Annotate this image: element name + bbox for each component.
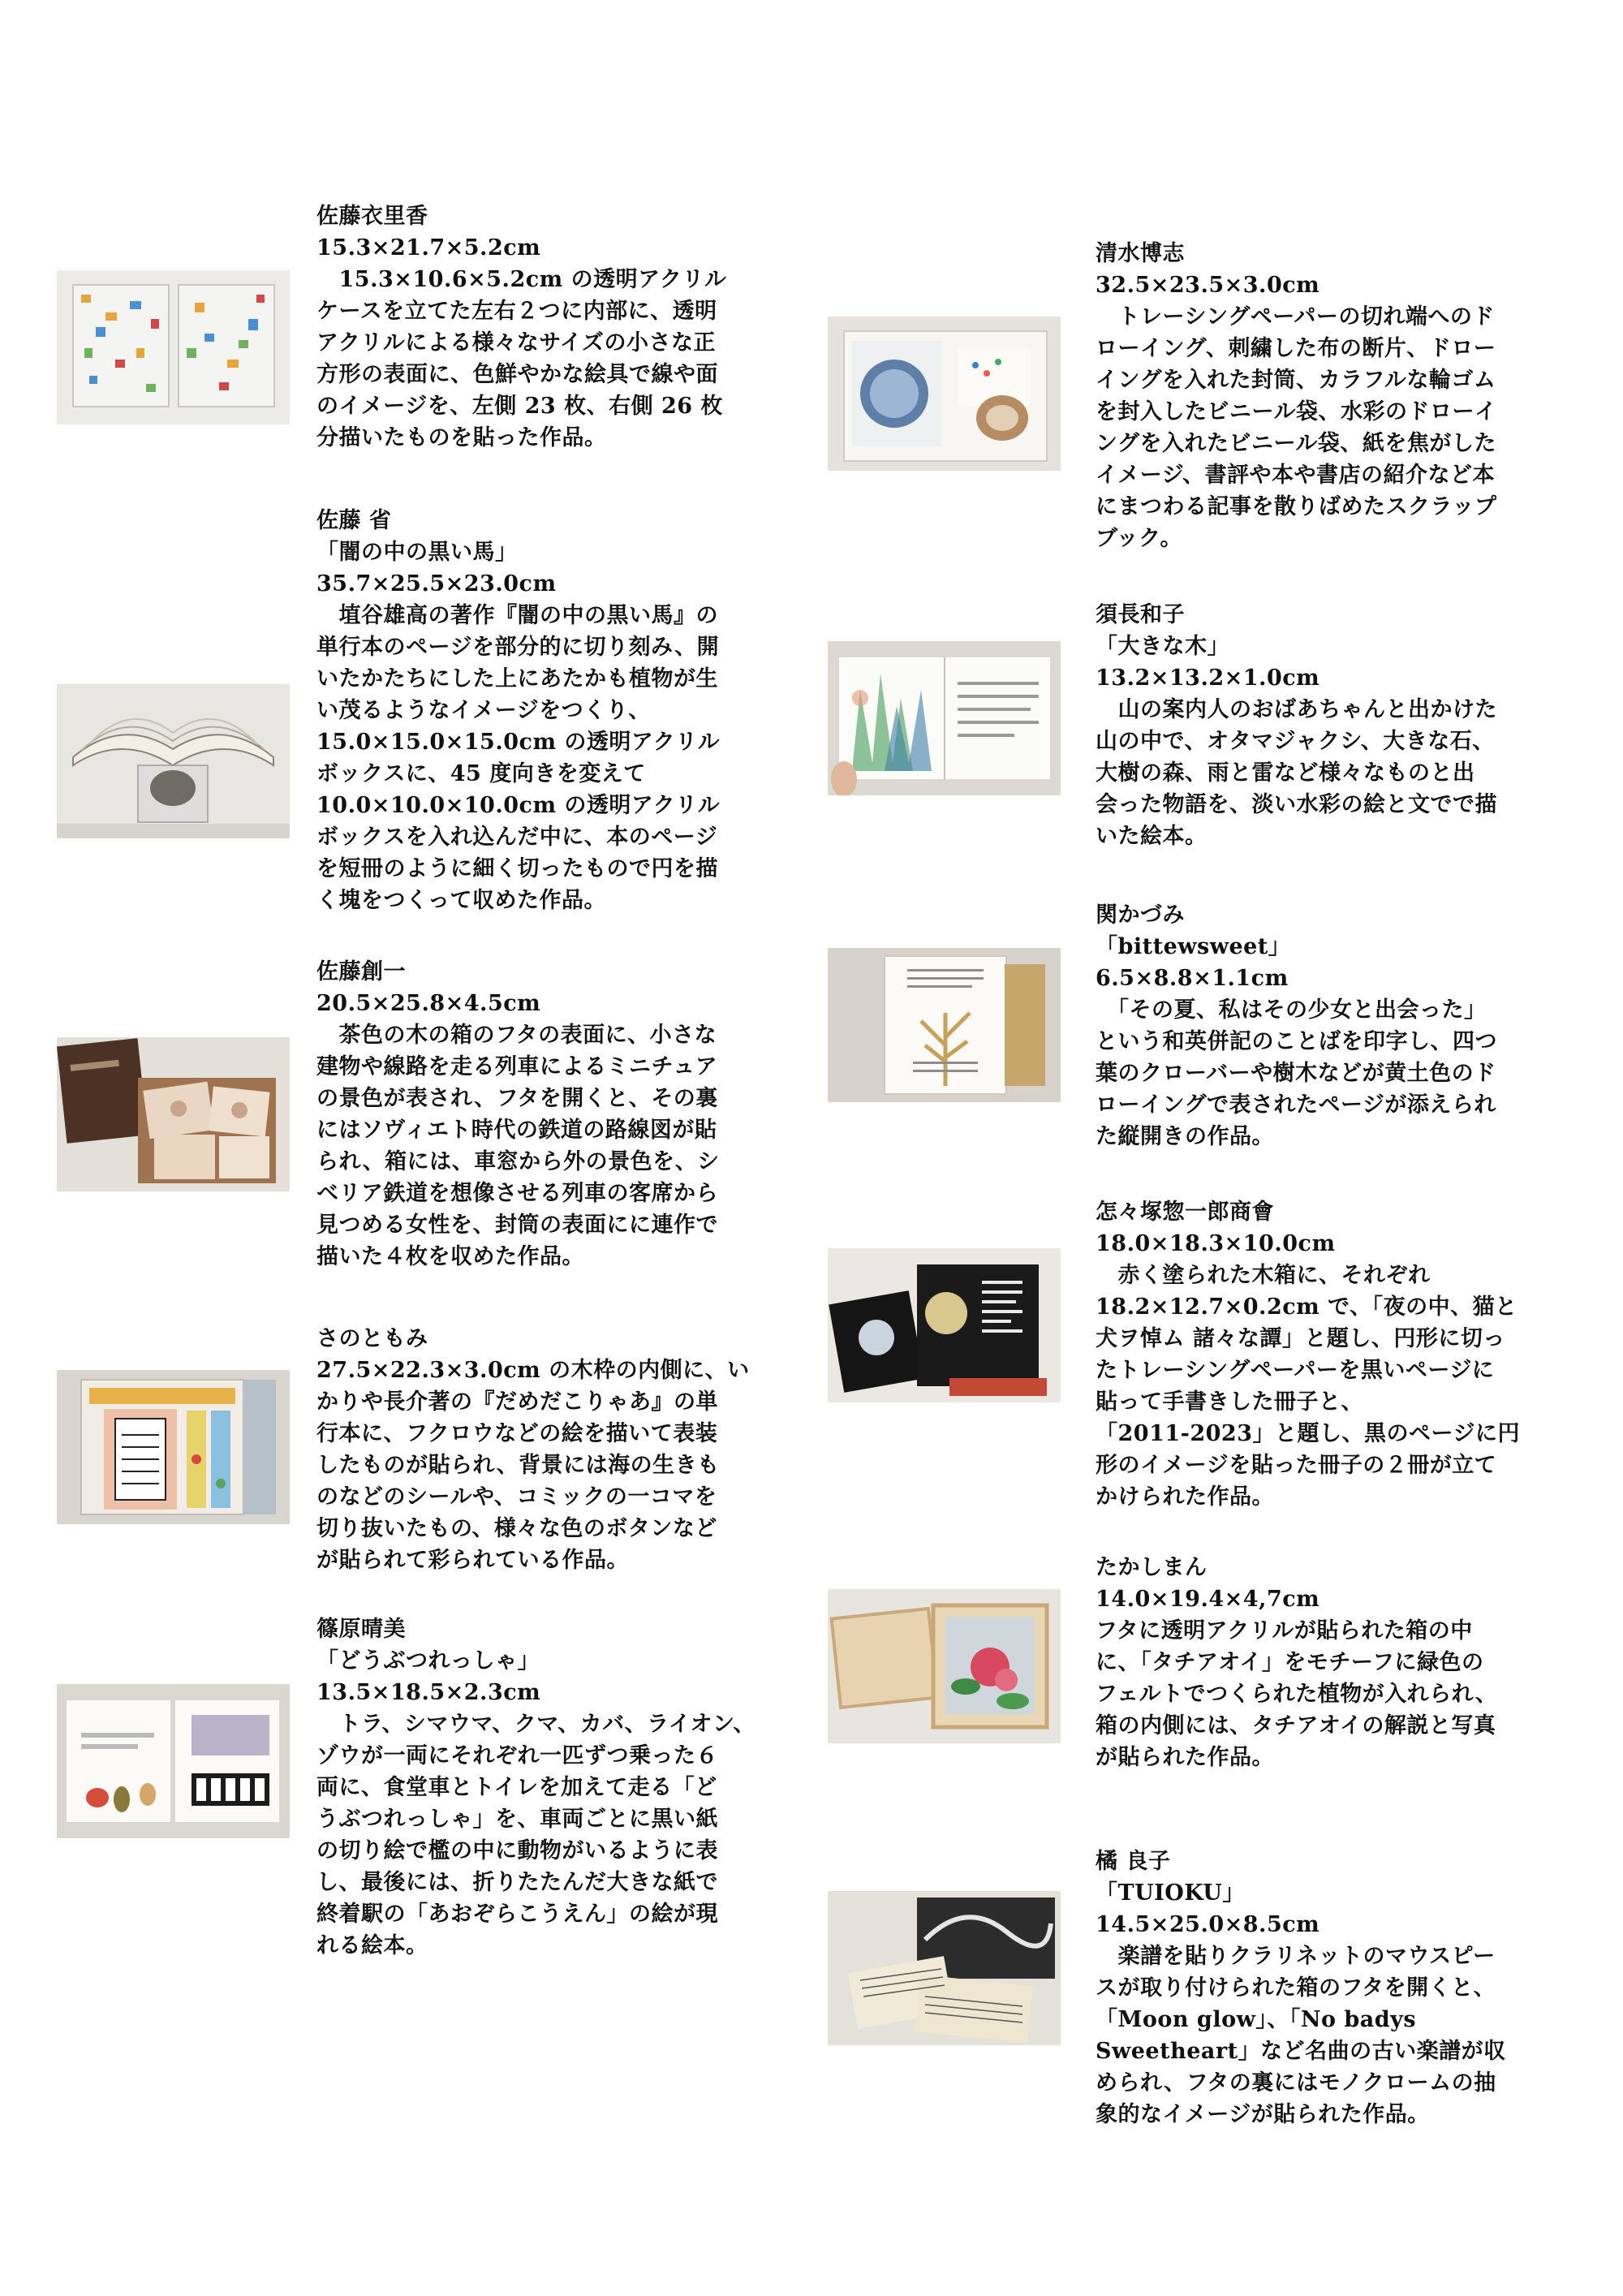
description-line: の景色が表され、フタを開くと、その裏 [316, 1086, 718, 1111]
artist-name: たかしまん [1096, 1555, 1208, 1580]
description-line: が貼られた作品。 [1096, 1745, 1274, 1770]
description-line: 山の案内人のおばあちゃんと出かけた [1096, 697, 1497, 722]
artwork-entry [812, 0, 1623, 2191]
artwork-size: 13.2×13.2×1.0cm [1096, 666, 1320, 691]
description-line: 会った物語を、淡い水彩の絵と文でで描 [1096, 792, 1497, 817]
description-line: 描いた４枚を収めた作品。 [316, 1244, 584, 1269]
description-line: 楽譜を貼りクラリネットのマウスピー [1096, 1944, 1496, 1969]
description-line: フタに透明アクリルが貼られた箱の中 [1096, 1618, 1473, 1643]
description-line: められ、フタの裏にはモノクロームの抽 [1096, 2070, 1496, 2096]
description-line: ローイング、刺繍した布の断片、ドロー [1096, 336, 1496, 361]
description-line: を封入したビニール袋、水彩のドローイ [1096, 399, 1497, 424]
description-line: ボックスに、45 度向きを変えて [316, 761, 646, 786]
description-line: 切り抜いたもの、様々な色のボタンなど [316, 1516, 717, 1541]
artwork-size: 20.5×25.8×4.5cm [316, 991, 541, 1016]
artwork-title: 「TUIOKU」 [1096, 1880, 1245, 1906]
description-line: 終着駅の「あおぞらこうえん」の絵が現 [316, 1902, 718, 1927]
description-line: ベリア鉄道を想像させる列車の客席から [316, 1181, 718, 1206]
description-line: 貼って手書きした冊子と、 [1096, 1389, 1363, 1415]
artwork-entry [0, 0, 812, 1988]
description-line: 犬ヲ悼ム 諸々な譚」と題し、円形に切っ [1096, 1326, 1505, 1351]
description-line: し、最後には、折りたたんだ大きな紙で [316, 1870, 718, 1895]
description-line: 両に、食堂車とトイレを加えて走る「ど [316, 1775, 717, 1800]
artwork-size: 14.5×25.0×8.5cm [1096, 1912, 1320, 1937]
description-line: 象的なイメージが貼られた作品。 [1096, 2102, 1430, 2127]
description-line: 10.0×10.0×10.0cm の透明アクリル [316, 793, 721, 818]
sheet-music-box-image [828, 1891, 1061, 2045]
artist-name: 須長和子 [1096, 602, 1185, 627]
description-line: 建物や線路を走る列車によるミニチュア [316, 1054, 718, 1079]
description-line: 「2011-2023」と題し、黒のページに円 [1096, 1421, 1520, 1446]
description-line: のなどのシールや、コミックの一コマを [316, 1484, 717, 1510]
picture-book-image [57, 1684, 290, 1838]
description-line: 赤く塗られた木箱に、それぞれ [1096, 1263, 1431, 1288]
description-line: 行本に、フクロウなどの絵を描いて表装 [316, 1421, 718, 1446]
description-line: られ、箱には、車窓から外の景色を、シ [316, 1149, 720, 1174]
description-line: たトレーシングペーパーを黒いページに [1096, 1358, 1495, 1383]
description-line: が貼られて彩られている作品。 [316, 1548, 629, 1573]
description-line: ボックスを入れ込んだ中に、本のページ [316, 825, 718, 850]
artist-name: 佐藤衣里香 [316, 204, 428, 229]
artist-name: 怎々塚惣一郎商會 [1096, 1200, 1274, 1225]
artist-name: さのともみ [316, 1326, 428, 1351]
artwork-size: 13.5×18.5×2.3cm [316, 1680, 541, 1705]
description-line: フェルトでつくられた植物が入れられ、 [1096, 1682, 1498, 1707]
artwork-title: 「bittewsweet」 [1096, 934, 1291, 959]
description-line: 埴谷雄高の著作『闇の中の黒い馬』の [316, 603, 718, 628]
description-line: 27.5×22.3×3.0cm の木枠の内側に、い [316, 1358, 750, 1383]
artist-name: 清水博志 [1096, 241, 1185, 266]
description-line: にはソヴィエト時代の鉄道の路線図が貼 [316, 1118, 717, 1143]
description-line: 大樹の森、雨と雷など様々なものと出 [1096, 760, 1475, 786]
description-line: トレーシングペーパーの切れ端へのド [1096, 304, 1495, 330]
artwork-size: 18.0×18.3×10.0cm [1096, 1231, 1336, 1256]
description-line: 方形の表面に、色鮮やかな絵具で線や面 [316, 362, 718, 387]
description-line: 山の中で、オタマジャクシ、大きな石、 [1096, 729, 1495, 754]
description-line: ブック。 [1096, 526, 1183, 551]
description-line: Sweetheart」など名曲の古い楽譜が収 [1096, 2039, 1506, 2064]
description-line: 茶色の木の箱のフタの表面に、小さな [316, 1023, 717, 1048]
description-line: ローイングで表されたページが添えられ [1096, 1092, 1496, 1118]
artist-name: 関かづみ [1096, 902, 1185, 928]
description-line: かりや長介著の『だめだこりゃあ』の単 [316, 1389, 718, 1415]
description-line: 「Moon glow」、「No badys [1096, 2007, 1417, 2032]
artwork-title: 「どうぶつれっしゃ」 [316, 1648, 540, 1674]
description-line: イメージ、書評や本や書店の紹介など本 [1096, 463, 1496, 488]
artwork-size: 6.5×8.8×1.1cm [1096, 966, 1289, 991]
description-line: という和英併記のことばを印字し、四つ [1096, 1029, 1497, 1054]
description-line: にまつわる記事を散りばめたスクラップ [1096, 494, 1497, 519]
description-line: かけられた作品。 [1096, 1484, 1274, 1510]
description-line: 単行本のページを部分的に切り刻み、開 [316, 635, 720, 660]
description-line: したものが貼られ、背景には海の生きも [316, 1453, 720, 1478]
description-line: れる絵本。 [316, 1933, 428, 1958]
artist-name: 佐藤 省 [316, 508, 392, 533]
description-line: ゾウが一両にそれぞれ一匹ずつ乗った６ [316, 1743, 718, 1768]
description-line: うぶつれっしゃ」を、車両ごとに黒い紙 [316, 1807, 718, 1832]
artwork-size: 32.5×23.5×3.0cm [1096, 273, 1320, 298]
description-line: 箱の内側には、タチアオイの解説と写真 [1096, 1713, 1496, 1738]
artwork-title: 「大きな木」 [1096, 634, 1229, 659]
description-line: い茂るようなイメージをつくり、 [316, 698, 651, 723]
description-line: ングを入れたビニール袋、紙を焦がした [1096, 431, 1496, 456]
description-line: く塊をつくって収めた作品。 [316, 888, 606, 913]
description-line: トラ、シマウマ、クマ、カバ、ライオン、 [316, 1712, 756, 1737]
description-line: 「その夏、私はその少女と出会った」 [1096, 997, 1487, 1023]
description-line: に、「タチアオイ」をモチーフに緑色の [1096, 1650, 1484, 1675]
artwork-size: 15.3×21.7×5.2cm [316, 235, 541, 261]
description-line: 形のイメージを貼った冊子の２冊が立て [1096, 1453, 1497, 1478]
description-line: 15.0×15.0×15.0cm の透明アクリル [316, 730, 721, 755]
description-line: イングを入れた封筒、カラフルな輪ゴム [1096, 368, 1496, 393]
description-line: 分描いたものを貼った作品。 [316, 425, 607, 450]
description-line: た縦開きの作品。 [1096, 1124, 1274, 1149]
description-line: 見つめる女性を、封筒の表面にに連作で [316, 1213, 718, 1238]
description-line: のイメージを、左側 23 枚、右側 26 枚 [316, 394, 723, 419]
artwork-size: 14.0×19.4×4,7cm [1096, 1587, 1320, 1612]
description-line: 18.2×12.7×0.2cm で、「夜の中、猫と [1096, 1294, 1518, 1320]
description-line: いた絵本。 [1096, 824, 1208, 849]
description-line: スが取り付けられた箱のフタを開くと、 [1096, 1975, 1496, 2001]
description-line: 葉のクローバーや樹木などが黄土色のド [1096, 1061, 1496, 1086]
description-line: の切り絵で檻の中に動物がいるように表 [316, 1838, 718, 1863]
description-line: ケースを立てた左右２つに内部に、透明 [316, 299, 717, 324]
artist-name: 篠原晴美 [316, 1617, 406, 1642]
description-line: いたかたちにした上にあたかも植物が生 [316, 666, 718, 691]
artwork-size: 35.7×25.5×23.0cm [316, 571, 557, 597]
artist-name: 佐藤創一 [316, 959, 406, 984]
artist-name: 橘 良子 [1096, 1849, 1171, 1874]
description-line: 15.3×10.6×5.2cm の透明アクリル [316, 267, 727, 292]
description-line: を短冊のように細く切ったもので円を描 [316, 856, 718, 881]
artwork-title: 「闇の中の黒い馬」 [316, 540, 518, 565]
description-line: アクリルによる様々なサイズの小さな正 [316, 330, 717, 355]
